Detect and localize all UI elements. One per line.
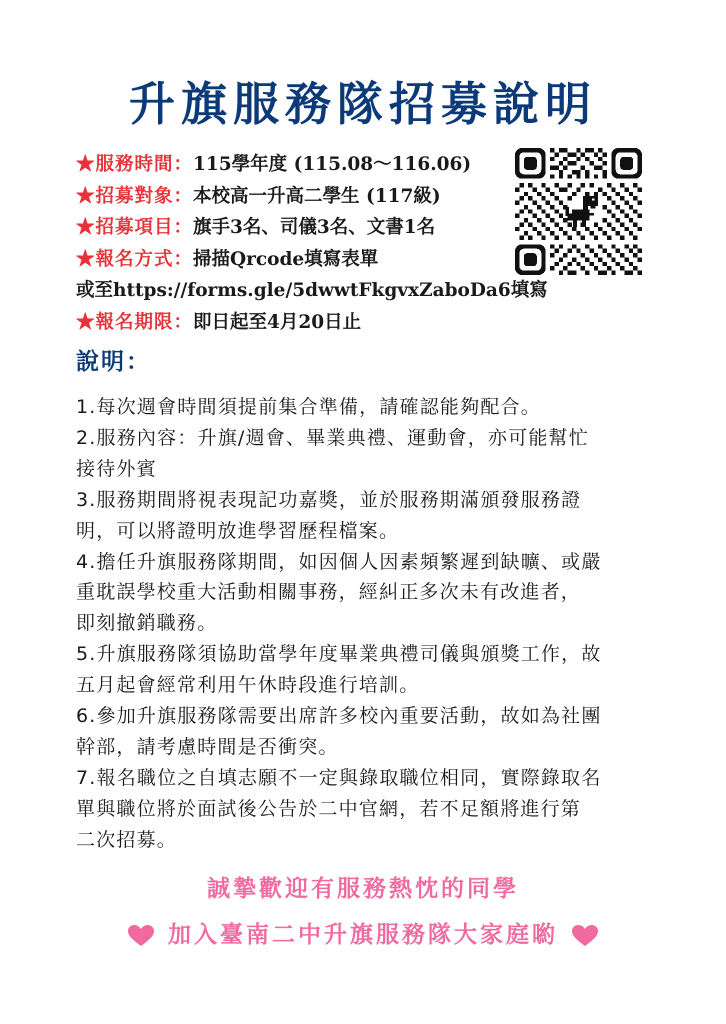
info-value: 本校高一升高二學生 (117級) [193,185,441,207]
info-value: 115學年度 (115.08～116.06) [193,154,472,175]
body-line: 接待外賓 [76,457,157,480]
info-value: 掃描Qrcode填寫表單 [193,248,379,270]
body-line: 1.每次週會時間須提前集合準備，請確認能夠配合。 [76,396,541,418]
info-value: 旗手3名、司儀3名、文書1名 [193,217,436,238]
closing-line-join [0,918,726,952]
page-title: 升旗服務隊招募說明 [129,77,597,131]
closing-line-welcome: 誠摯歡迎有服務熱忱的同學 [207,876,519,902]
body-line: 5.升旗服務隊須協助當學年度畢業典禮司儀與頒獎工作，故 [76,643,602,666]
description-body [76,392,656,856]
closing-join-text: 加入臺南二中升旗服務隊大家庭喲 [168,922,558,948]
body-line: 重耽誤學校重大活動相關事務，經糾正多次未有改進者， [76,581,582,604]
info-label: ★招募項目： [76,217,194,238]
qr-code-icon[interactable] [515,148,642,275]
info-label: ★招募對象： [76,185,194,207]
info-row-recruit-target [76,181,516,213]
form-link[interactable]: 或至https://forms.gle/5dwwtFkgvxZaboDa6填寫 [76,280,548,301]
info-block [76,149,548,338]
info-label: ★報名方式： [76,248,194,270]
body-line: 7.報名職位之自填志願不一定與錄取職位相同，實際錄取名 [76,766,602,789]
body-line: 6.參加升旗服務隊需要出席許多校內重要活動，故如為社團 [76,705,602,728]
info-row-recruit-items [76,212,516,244]
body-line: 2.服務內容：升旗/週會、畢業典禮、運動會，亦可能幫忙 [76,426,589,449]
heart-icon [128,923,154,945]
info-row-apply-method [76,244,516,276]
info-label: ★服務時間： [76,154,194,175]
body-line: 3.服務期間將視表現記功嘉獎，並於服務期滿頒發服務證 [76,488,582,511]
info-label: ★報名期限： [76,311,194,333]
info-value: 即日起至4月20日止 [193,311,362,333]
body-line: 五月起會經常利用午休時段進行培訓。 [76,674,420,697]
body-line: 幹部，請考慮時間是否衝突。 [76,735,339,758]
heart-icon [572,923,598,945]
info-row-form-link[interactable] [76,275,616,307]
body-line: 即刻撤銷職務。 [76,612,218,635]
body-line: 二次招募。 [76,828,178,851]
info-row-service-period [76,149,516,181]
section-heading: 說明： [76,348,151,375]
info-row-deadline [76,307,516,339]
body-line: 明，可以將證明放進學習歷程檔案。 [76,519,400,542]
body-line: 單與職位將於面試後公告於二中官網，若不足額將進行第 [76,797,582,820]
body-line: 4.擔任升旗服務隊期間，如因個人因素頻繁遲到缺曠、或嚴 [76,550,602,573]
